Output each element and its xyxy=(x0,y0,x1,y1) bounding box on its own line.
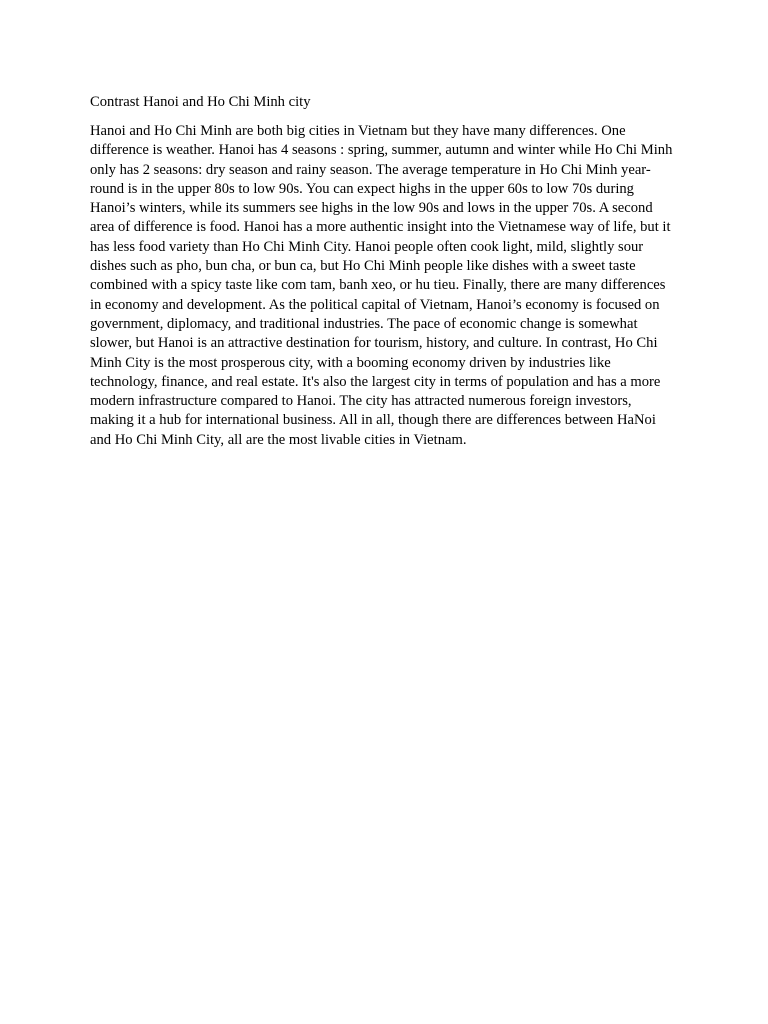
document-content xyxy=(90,92,676,450)
document-body-paragraph: Hanoi and Ho Chi Minh are both big cities in Vietnam but they have many differences. One difference is weather. Hanoi has 4 seasons : spring, summer, autumn and winter while Ho Chi Minh only has 2 seasons: dry season and rainy season. The average temperature in Ho Chi Minh year-round is in the upper 80s to low 90s. You can expect highs in the upper 60s to low 70s during Hanoi’s winters, while its summers see highs in the low 90s and lows in the upper 70s. A second area of difference is food. Hanoi has a more authentic insight into the Vietnamese way of life, but it has less food variety than Ho Chi Minh City. Hanoi people often cook light, mild, slightly sour dishes such as pho, bun cha, or bun ca, but Ho Chi Minh people like dishes with a sweet taste combined with a spicy taste like com tam, banh xeo, or hu tieu. Finally, there are many differences in economy and development. As the political capital of Vietnam, Hanoi’s economy is focused on government, diplomacy, and traditional industries. The pace of economic change is somewhat slower, but Hanoi is an attractive destination for tourism, history, and culture. In contrast, Ho Chi Minh City is the most prosperous city, with a booming economy driven by industries like technology, finance, and real estate. It's also the largest city in terms of population and has a more modern infrastructure compared to Hanoi. The city has attracted numerous foreign investors, making it a hub for international business. All in all, though there are differences between HaNoi and Ho Chi Minh City, all are the most livable cities in Vietnam. xyxy=(90,123,673,448)
document-title: Contrast Hanoi and Ho Chi Minh city xyxy=(90,94,311,110)
